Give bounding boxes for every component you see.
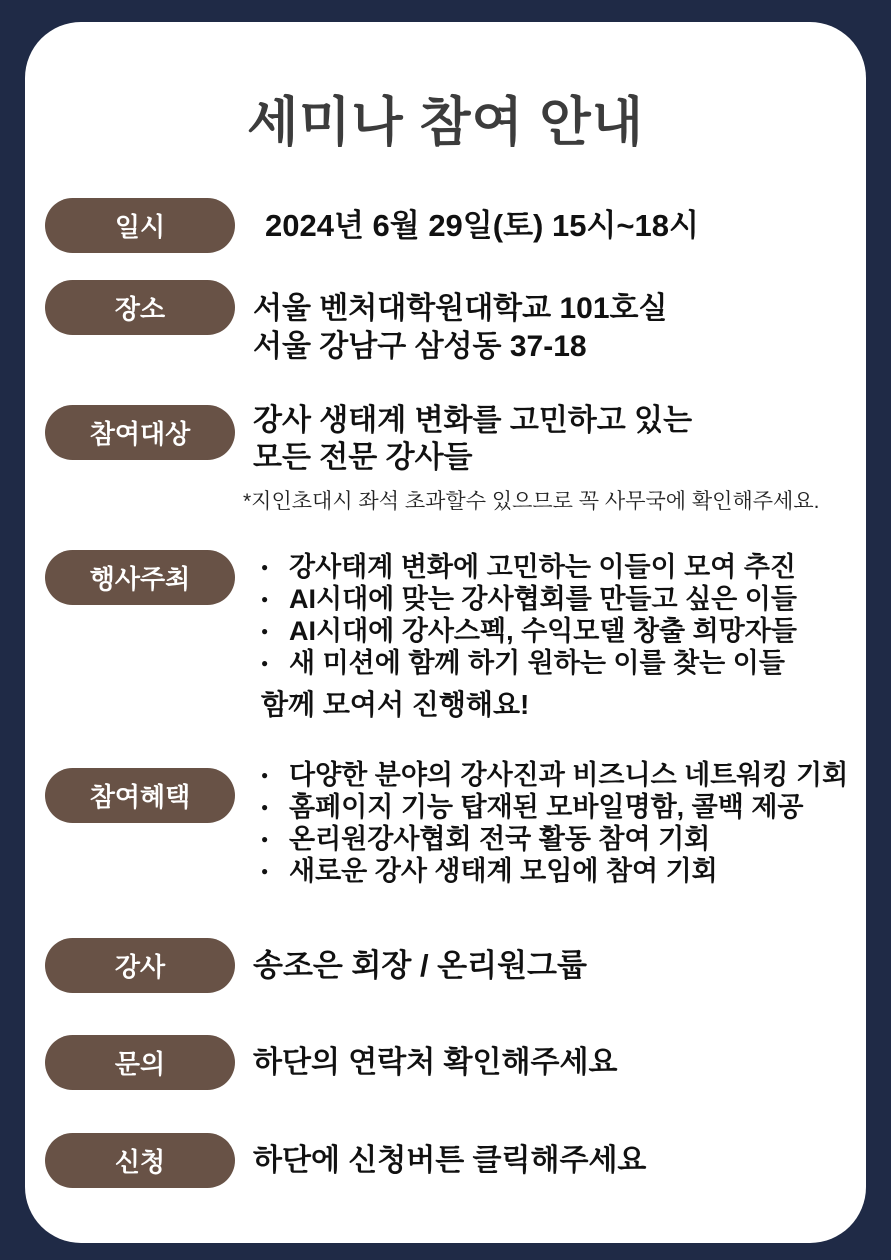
pill-label: 참여혜택 — [89, 782, 191, 812]
host-bullet: ● 강사태계 변화에 고민하는 이들이 모여 추진 — [253, 551, 853, 583]
row-inquiry-content — [253, 1035, 853, 1090]
pill-label: 참여대상 — [89, 419, 191, 449]
host-bullet-list — [253, 551, 853, 679]
label-pill-apply — [45, 1133, 235, 1188]
host-bullet: ● AI시대에 강사스펙, 수익모델 창출 희망자들 — [253, 615, 853, 647]
location-line: 서울 벤처대학원대학교 101호실 — [253, 292, 668, 325]
pill-label: 행사주최 — [89, 564, 191, 594]
benefits-bullet: ● 새로운 강사 생태계 모임에 참여 기회 — [253, 855, 853, 887]
pill-label: 장소 — [114, 294, 166, 324]
host-closing-line: 함께 모여서 진행해요! — [261, 689, 530, 720]
benefits-bullet: ● 온리원강사협회 전국 활동 참여 기회 — [253, 823, 853, 855]
row-lecturer-content — [253, 938, 853, 993]
host-bullet: ● 새 미션에 함께 하기 원하는 이를 찾는 이들 — [253, 647, 853, 679]
row-apply-content — [253, 1133, 853, 1188]
label-pill-host — [45, 550, 235, 605]
row-location-content — [253, 290, 853, 366]
label-pill-location — [45, 280, 235, 335]
info-card — [25, 22, 866, 1243]
host-bullet: ● AI시대에 맞는 강사협회를 만들고 싶은 이들 — [253, 583, 853, 615]
row-benefits-content — [253, 759, 853, 887]
benefits-bullet: ● 홈페이지 기능 탑재된 모바일명함, 콜백 제공 — [253, 791, 853, 823]
pill-label: 일시 — [114, 212, 166, 242]
lecturer-text: 송조은 회장 / 온리원그룹 — [253, 948, 587, 983]
inquiry-text: 하단의 연락처 확인해주세요 — [253, 1046, 618, 1079]
row-datetime-content — [253, 198, 853, 253]
pill-label: 강사 — [114, 952, 166, 982]
label-pill-audience — [45, 405, 235, 460]
benefits-bullet-list — [253, 759, 853, 887]
audience-line: 강사 생태계 변화를 고민하고 있는 — [253, 404, 693, 437]
label-pill-lecturer — [45, 938, 235, 993]
label-pill-benefits — [45, 768, 235, 823]
page-title: 세미나 참여 안내 — [247, 93, 644, 152]
audience-footnote: *지인초대시 좌석 초과할수 있으므로 꼭 사무국에 확인해주세요. — [243, 490, 820, 513]
location-line: 서울 강남구 삼성동 37-18 — [253, 330, 587, 363]
datetime-text: 2024년 6월 29일(토) 15시~18시 — [265, 208, 699, 243]
audience-line: 모든 전문 강사들 — [253, 441, 473, 474]
row-audience-content — [243, 402, 853, 515]
apply-text: 하단에 신청버튼 클릭해주세요 — [253, 1144, 647, 1177]
label-pill-inquiry — [45, 1035, 235, 1090]
label-pill-datetime — [45, 198, 235, 253]
pill-label: 문의 — [114, 1049, 166, 1079]
benefits-bullet: ● 다양한 분야의 강사진과 비즈니스 네트워킹 기회 — [253, 759, 853, 791]
pill-label: 신청 — [114, 1147, 166, 1177]
row-host-content — [253, 551, 853, 723]
